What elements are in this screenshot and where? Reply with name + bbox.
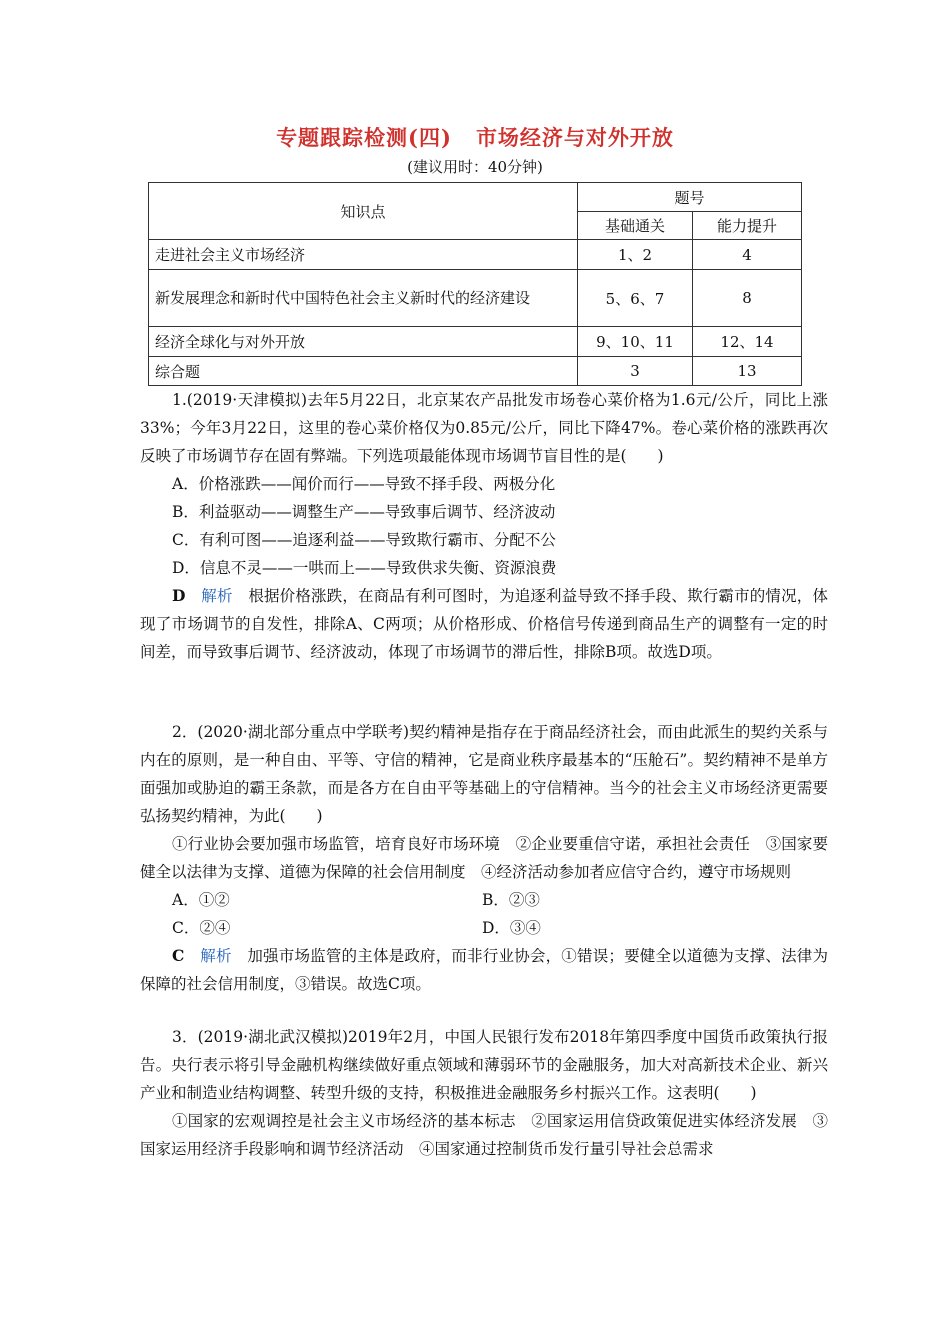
row-basic: 5、6、7: [578, 270, 693, 327]
row-advanced: 13: [693, 357, 802, 386]
analysis-label: 解析: [200, 947, 232, 965]
row-advanced: 12、14: [693, 327, 802, 357]
knowledge-table: [148, 182, 802, 386]
row-basic: 1、2: [578, 240, 693, 270]
row-basic: 3: [578, 357, 693, 386]
option-b: B．②③: [482, 891, 540, 909]
table-row: [149, 240, 802, 270]
header-knowledge: 知识点: [149, 183, 578, 240]
question-stem: 1.(2019·天津模拟)去年5月22日，北京某农产品批发市场卷心菜价格为1.6元/公斤，同比上涨 33%；今年3月22日，这里的卷心菜价格仅为0.85元/公斤，同比下降47%。卷心菜价格的涨跌再次反映了市场调节存在固有弊端。下列选项最能体现市场调节盲目性的是( ): [140, 391, 828, 465]
row-advanced: 4: [693, 240, 802, 270]
answer-letter: D: [172, 586, 186, 605]
question-3: [140, 1023, 828, 1163]
question-stem: 3．(2019·湖北武汉模拟)2019年2月，中国人民银行发布2018年第四季度中国货币政策执行报告。央行表示将引导金融机构继续做好重点领域和薄弱环节的金融服务，加大对高新技术企业、新兴产业和制造业结构调整、转型升级的支持，积极推进金融服务乡村振兴工作。这表明( ): [140, 1028, 828, 1102]
options-row: [140, 886, 828, 914]
header-advanced: 能力提升: [693, 212, 802, 240]
option-c: C．有利可图——追逐利益——导致欺行霸市、分配不公: [172, 531, 556, 549]
header-number: 题号: [578, 183, 802, 212]
analysis-text: 根据价格涨跌，在商品有利可图时，为追逐利益导致不择手段、欺行霸市的情况，体现了市场调节的自发性，排除A、C两项；从价格形成、价格信号传递到商品生产的调整有一定的时间差，而导致事后调节、经济波动，体现了市场调节的滞后性，排除B项。故选D项。: [140, 587, 828, 661]
row-basic: 9、10、11: [578, 327, 693, 357]
row-advanced: 8: [693, 270, 802, 327]
question-statements: ①国家的宏观调控是社会主义市场经济的基本标志 ②国家运用信贷政策促进实体经济发展 ③国家运用经济手段影响和调节经济活动 ④国家通过控制货币发行量引导社会总需求: [140, 1112, 828, 1158]
header-basic: 基础通关: [578, 212, 693, 240]
table-row: [149, 357, 802, 386]
page-title: 专题跟踪检测(四) 市场经济与对外开放: [276, 125, 674, 150]
question-2: [140, 718, 828, 998]
options-row: [140, 914, 828, 942]
answer-analysis: [140, 582, 828, 666]
row-topic: 走进社会主义市场经济: [149, 240, 578, 270]
answer-letter: C: [172, 946, 185, 965]
option-d: D．信息不灵——一哄而上——导致供求失衡、资源浪费: [172, 559, 557, 577]
table-row: [149, 327, 802, 357]
question-stem: 2．(2020·湖北部分重点中学联考)契约精神是指存在于商品经济社会，而由此派生的契约关系与内在的原则，是一种自由、平等、守信的精神，它是商业秩序最基本的“压舱石”。契约精神不是单方面强加或胁迫的霸王条款，而是各方在自由平等基础上的守信精神。当今的社会主义市场经济更需要弘扬契约精神，为此( ): [140, 723, 828, 825]
row-topic: 新发展理念和新时代中国特色社会主义新时代的经济建设: [149, 270, 578, 327]
question-statements: ①行业协会要加强市场监管，培育良好市场环境 ②企业要重信守诺，承担社会责任 ③国家要健全以法律为支撑、道德为保障的社会信用制度 ④经济活动参加者应信守合约，遵守市场规则: [140, 835, 828, 881]
option-a: A．价格涨跌——闻价而行——导致不择手段、两极分化: [172, 475, 556, 493]
option-c: C．②④: [172, 919, 231, 937]
suggested-time: (建议用时：40分钟): [407, 158, 543, 176]
question-1: [140, 386, 828, 666]
analysis-label: 解析: [201, 587, 233, 605]
option-a: A．①②: [172, 891, 230, 909]
analysis-text: 加强市场监管的主体是政府，而非行业协会，①错误；要健全以道德为支撑、法律为保障的社会信用制度，③错误。故选C项。: [140, 947, 828, 993]
row-topic: 综合题: [149, 357, 578, 386]
row-topic: 经济全球化与对外开放: [149, 327, 578, 357]
answer-analysis: [140, 942, 828, 998]
option-b: B．利益驱动——调整生产——导致事后调节、经济波动: [172, 503, 556, 521]
option-d: D．③④: [482, 919, 541, 937]
table-row: [149, 270, 802, 327]
